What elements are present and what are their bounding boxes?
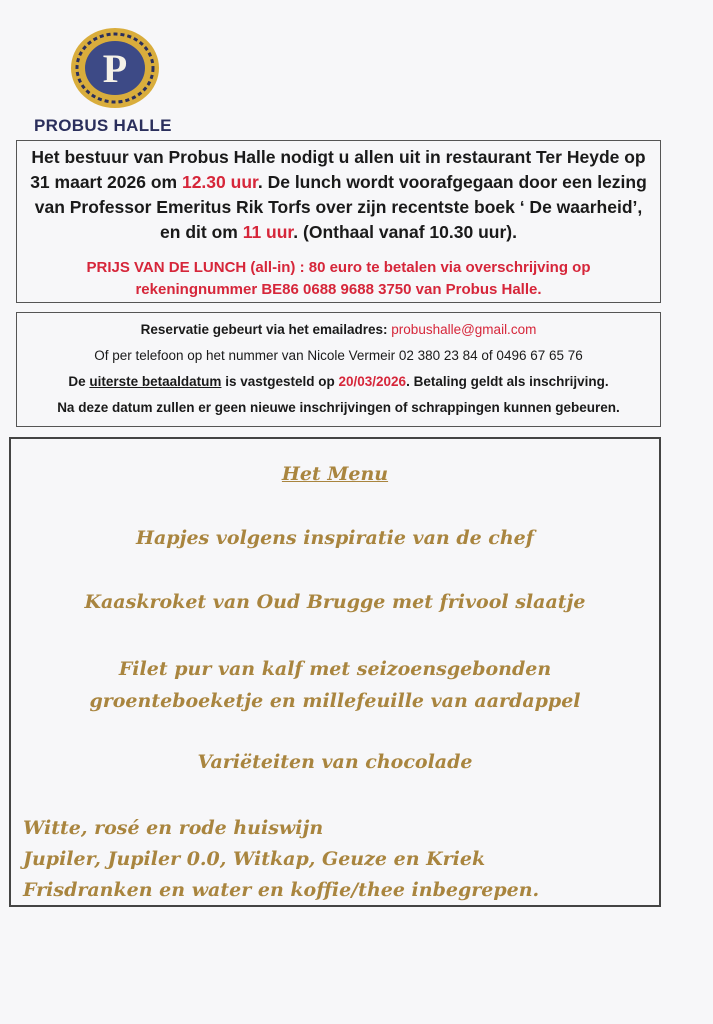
menu-box [9,437,661,907]
invitation-text-part3: . (Onthaal vanaf 10.30 uur). [293,222,517,242]
menu-title: Het Menu [281,463,389,485]
deadline-text-b: is vastgesteld op [221,374,339,389]
drinks-item: Witte, rosé en rode huiswijn [23,817,324,839]
reservation-email[interactable]: probushalle@gmail.com [391,322,537,337]
lecture-time: 11 uur [242,222,294,242]
price-notice: PRIJS VAN DE LUNCH (all-in) : 80 euro te betalen via overschrijving op rekeningnummer BE86 0688 9688 3750 van Probus Halle. [86,259,591,298]
deadline-text-a: De [68,374,90,389]
drinks-item: Jupiler, Jupiler 0.0, Witkap, Geuze en Kriek [23,848,486,870]
probus-logo [34,26,194,136]
reservation-email-line [27,317,650,343]
deadline-text-c: . Betaling geldt als inschrijving. [406,374,609,389]
reservation-box [16,312,661,427]
payment-deadline: 20/03/2026 [338,374,407,389]
deadline-underlined: uiterste betaaldatum [89,374,222,389]
invitation-text-part1: Het bestuur van Probus Halle nodigt u allen uit in restaurant Ter Heyde op 31 maart 2026 om [30,147,646,192]
invitation-text [27,145,650,245]
logo-letter: P [102,46,128,91]
org-name: PROBUS HALLE [34,116,172,135]
payment-deadline-line [27,369,650,395]
lunch-time: 12.30 uur [181,172,258,192]
menu-course: Hapjes volgens inspiratie van de chef [136,527,534,549]
drinks-item: Frisdranken en water en koffie/thee inbegrepen. [23,879,540,901]
invitation-text-part2: . De lunch wordt voorafgegaan door een lezing van Professor Emeritus Rik Torfs over zijn recentste boek ‘ De waarheid’, en dit om [34,172,647,242]
probus-emblem-icon [69,26,161,110]
no-changes-notice: Na deze datum zullen er geen nieuwe inschrijvingen of schrappingen kunnen gebeuren. [57,400,620,415]
drinks-list [23,813,539,906]
menu-course: Filet pur van kalf met seizoensgebonden groenteboeketje en millefeuille van aardappel [89,658,581,712]
reservation-email-label: Reservatie gebeurt via het emailadres: [140,322,392,337]
reservation-phone-line: Of per telefoon op het nummer van Nicole Vermeir 02 380 23 84 of 0496 67 65 76 [94,348,583,363]
menu-course: Kaaskroket van Oud Brugge met frivool slaatje [84,591,586,613]
invitation-box [16,140,661,303]
menu-course: Variëteiten van chocolade [197,751,473,773]
